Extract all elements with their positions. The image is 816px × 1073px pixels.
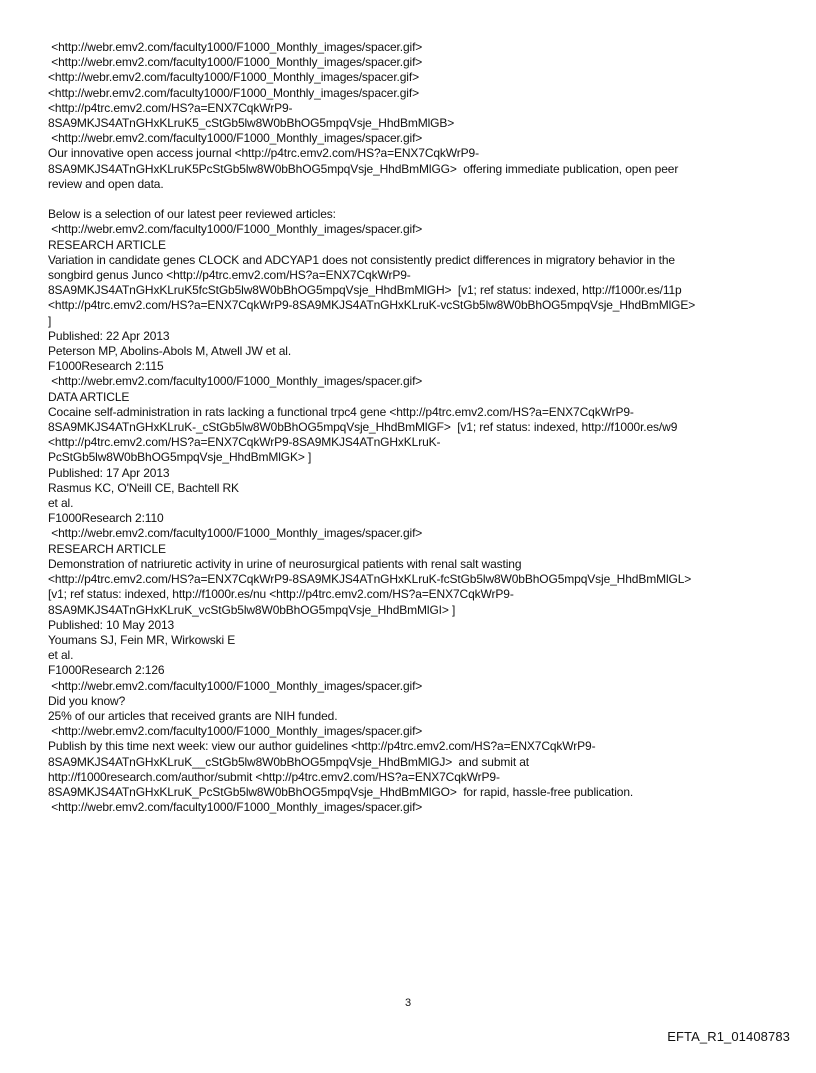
document-line: 8SA9MKJS4ATnGHxKLruK_PcStGb5lw8W0bBhOG5mpqVsje_HhdBmMlGO> for rapid, hassle-free publication. (48, 784, 634, 799)
document-line: <http://p4trc.emv2.com/HS?a=ENX7CqkWrP9-8SA9MKJS4ATnGHxKLruK-vcStGb5lw8W0bBhOG5mpqVsje_HhdBmMlGE> (48, 298, 696, 313)
document-line: songbird genus Junco <http://p4trc.emv2.com/HS?a=ENX7CqkWrP9- (48, 268, 411, 283)
document-line: Our innovative open access journal <http://p4trc.emv2.com/HS?a=ENX7CqkWrP9- (48, 146, 479, 161)
document-line: Publish by this time next week: view our author guidelines <http://p4trc.emv2.com/HS?a=ENX7CqkWrP9- (48, 739, 596, 754)
document-line: Published: 17 Apr 2013 (48, 465, 170, 480)
document-line: <http://webr.emv2.com/faculty1000/F1000_Monthly_images/spacer.gif> (48, 526, 423, 541)
document-line: review and open data. (48, 176, 164, 191)
document-line: <http://p4trc.emv2.com/HS?a=ENX7CqkWrP9-8SA9MKJS4ATnGHxKLruK- (48, 435, 441, 450)
document-line: <http://p4trc.emv2.com/HS?a=ENX7CqkWrP9- (48, 100, 293, 115)
document-line: [v1; ref status: indexed, http://f1000r.es/nu <http://p4trc.emv2.com/HS?a=ENX7CqkWrP9- (48, 587, 514, 602)
document-line: RESEARCH ARTICLE (48, 541, 166, 556)
document-line: et al. (48, 648, 74, 663)
document-line: Variation in candidate genes CLOCK and ADCYAP1 does not consistently predict differences in migratory behavior in the (48, 252, 675, 267)
document-line: <http://webr.emv2.com/faculty1000/F1000_Monthly_images/spacer.gif> (48, 85, 419, 100)
document-line: 8SA9MKJS4ATnGHxKLruK5_cStGb5lw8W0bBhOG5mpqVsje_HhdBmMlGB> (48, 116, 455, 131)
document-line: DATA ARTICLE (48, 389, 130, 404)
document-line: Did you know? (48, 693, 126, 708)
document-id: EFTA_R1_01408783 (667, 1029, 790, 1044)
document-line (48, 192, 778, 207)
document-line: <http://webr.emv2.com/faculty1000/F1000_Monthly_images/spacer.gif> (48, 374, 423, 389)
document-line: Below is a selection of our latest peer reviewed articles: (48, 207, 336, 222)
document-line: et al. (48, 496, 74, 511)
document-line: http://f1000research.com/author/submit <http://p4trc.emv2.com/HS?a=ENX7CqkWrP9- (48, 769, 500, 784)
document-line: Demonstration of natriuretic activity in urine of neurosurgical patients with renal salt wasting (48, 556, 522, 571)
document-line: 8SA9MKJS4ATnGHxKLruK-_cStGb5lw8W0bBhOG5mpqVsje_HhdBmMlGF> [v1; ref status: indexed, http://f1000r.es/w9 (48, 420, 678, 435)
document-line: 8SA9MKJS4ATnGHxKLruK5PcStGb5lw8W0bBhOG5mpqVsje_HhdBmMlGG> offering immediate publication, open peer (48, 161, 679, 176)
document-line: Cocaine self-administration in rats lacking a functional trpc4 gene <http://p4trc.emv2.com/HS?a=ENX7CqkWrP9- (48, 404, 634, 419)
document-line: Peterson MP, Abolins-Abols M, Atwell JW et al. (48, 344, 292, 359)
document-line: F1000Research 2:126 (48, 663, 165, 678)
document-line: <http://webr.emv2.com/faculty1000/F1000_Monthly_images/spacer.gif> (48, 55, 423, 70)
document-line: Rasmus KC, O'Neill CE, Bachtell RK (48, 480, 239, 495)
document-line: <http://webr.emv2.com/faculty1000/F1000_Monthly_images/spacer.gif> (48, 222, 423, 237)
document-line: RESEARCH ARTICLE (48, 237, 166, 252)
document-line: F1000Research 2:110 (48, 511, 164, 526)
document-line: <http://webr.emv2.com/faculty1000/F1000_Monthly_images/spacer.gif> (48, 800, 423, 815)
document-line: <http://webr.emv2.com/faculty1000/F1000_Monthly_images/spacer.gif> (48, 131, 423, 146)
document-line: PcStGb5lw8W0bBhOG5mpqVsje_HhdBmMlGK> ] (48, 450, 312, 465)
document-line: 8SA9MKJS4ATnGHxKLruK__cStGb5lw8W0bBhOG5mpqVsje_HhdBmMlGJ> and submit at (48, 754, 530, 769)
document-line: 25% of our articles that received grants are NIH funded. (48, 708, 338, 723)
document-line: 8SA9MKJS4ATnGHxKLruK_vcStGb5lw8W0bBhOG5mpqVsje_HhdBmMlGI> ] (48, 602, 456, 617)
document-line: Youmans SJ, Fein MR, Wirkowski E (48, 632, 236, 647)
document-line: ] (48, 313, 52, 328)
document-line: <http://webr.emv2.com/faculty1000/F1000_Monthly_images/spacer.gif> (48, 70, 419, 85)
document-body (48, 40, 778, 815)
page-number: 3 (404, 997, 412, 1009)
document-line: <http://webr.emv2.com/faculty1000/F1000_Monthly_images/spacer.gif> (48, 678, 423, 693)
document-line: <http://webr.emv2.com/faculty1000/F1000_Monthly_images/spacer.gif> (48, 40, 423, 54)
document-line: Published: 10 May 2013 (48, 617, 175, 632)
document-line: Published: 22 Apr 2013 (48, 328, 170, 343)
document-line: F1000Research 2:115 (48, 359, 164, 374)
document-line: <http://webr.emv2.com/faculty1000/F1000_Monthly_images/spacer.gif> (48, 724, 423, 739)
document-line: <http://p4trc.emv2.com/HS?a=ENX7CqkWrP9-8SA9MKJS4ATnGHxKLruK-fcStGb5lw8W0bBhOG5mpqVsje_HhdBmMlGL> (48, 572, 692, 587)
document-line: 8SA9MKJS4ATnGHxKLruK5fcStGb5lw8W0bBhOG5mpqVsje_HhdBmMlGH> [v1; ref status: indexed, http://f1000r.es/11p (48, 283, 682, 298)
